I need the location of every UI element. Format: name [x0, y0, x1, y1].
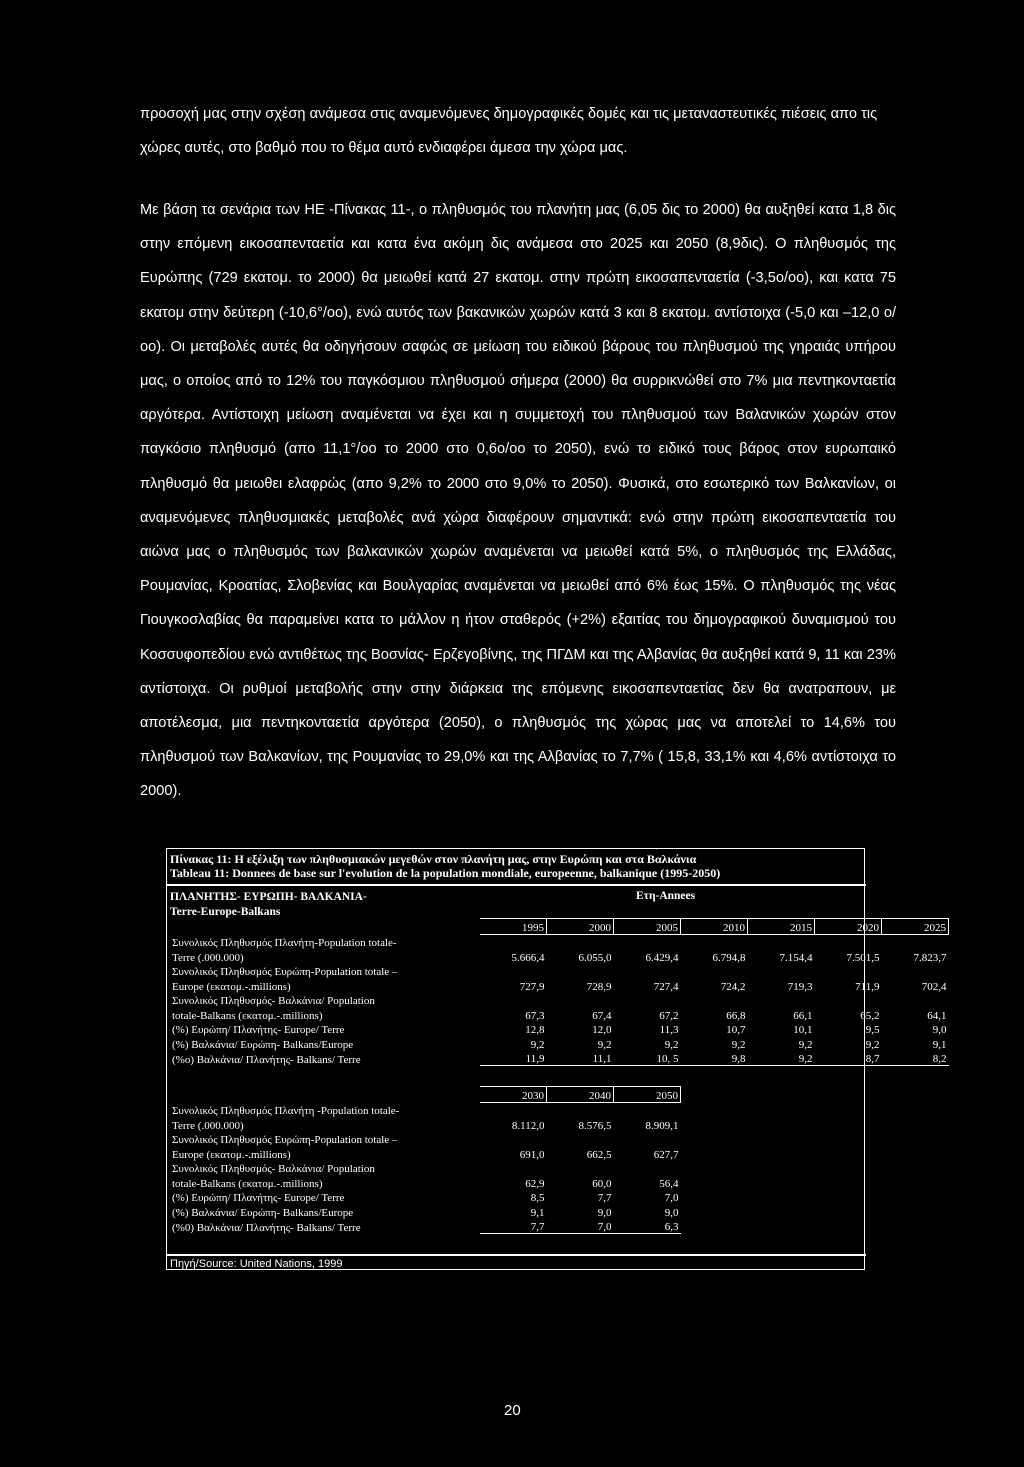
table-header-years: Ετη-Annees: [636, 890, 696, 902]
table-source: Πηγή/Source: United Nations, 1999: [170, 1258, 343, 1270]
value-cell: 9,0: [664, 1206, 679, 1219]
row-label: (%) Βαλκάνια/ Ευρώπη- Balkans/Europe: [172, 1206, 354, 1219]
table-row: [170, 949, 949, 964]
value-cell: 6.055,0: [578, 951, 612, 964]
value-cell: 56,4: [659, 1177, 679, 1190]
row-label: Terre (.000.000): [172, 951, 244, 964]
year-cell: 2025: [882, 919, 949, 935]
value-cell: 12,8: [525, 1024, 545, 1036]
value-cell: 10,7: [726, 1024, 746, 1036]
value-cell: 9,5: [865, 1024, 880, 1036]
page-number: 20: [504, 1402, 521, 1419]
value-cell: 7.154,4: [779, 951, 813, 964]
value-cell: 8,7: [815, 1051, 882, 1066]
value-cell: 66,8: [726, 1009, 746, 1022]
value-cell: 12,0: [592, 1024, 612, 1036]
value-cell: 9,2: [597, 1038, 612, 1051]
value-cell: 6,3: [614, 1219, 681, 1234]
value-cell: 702,4: [921, 980, 947, 993]
table-row: [170, 1007, 949, 1022]
value-cell: 8,2: [882, 1051, 949, 1066]
value-cell: 7.823,7: [913, 951, 947, 964]
row-label: Συνολικός Πληθυσμός Ευρώπη-Population totale –: [172, 1134, 398, 1146]
value-cell: 727,9: [519, 980, 545, 993]
value-cell: 7,0: [664, 1192, 679, 1204]
value-cell: 9,2: [798, 1038, 813, 1051]
value-cell: 627,7: [653, 1148, 679, 1161]
year-cell: 2030: [480, 1087, 547, 1103]
year-cell: 2040: [547, 1087, 614, 1103]
table-caption-greek: Πίνακας 11: Η εξέλιξη των πληθυσμιακών μεγεθών στον πλανήτη μας, στην Ευρώπη και στα Βαλκάνια: [170, 852, 697, 866]
row-label: Συνολικός Πληθυσμός Ευρώπη-Population totale –: [172, 966, 398, 978]
value-cell: 9,2: [865, 1038, 880, 1051]
year-header-row: [170, 1087, 681, 1103]
value-cell: 66,1: [793, 1009, 813, 1022]
value-cell: 10,1: [793, 1024, 813, 1036]
year-cell: 2005: [614, 919, 681, 935]
year-header-row: [170, 919, 949, 935]
value-cell: 662,5: [586, 1148, 612, 1161]
table-row: [170, 1036, 949, 1051]
year-cell: 2015: [748, 919, 815, 935]
table-row: [170, 1051, 949, 1066]
table-caption-french: Tableau 11: Donnees de base sur l'evolution de la population mondiale, europeenne, balkanique (1995-2050): [170, 866, 721, 880]
table-header-left: [170, 890, 470, 920]
year-cell: 2010: [681, 919, 748, 935]
value-cell: 9,1: [932, 1038, 947, 1051]
row-label: Europe (εκατομ.-.millions): [172, 1148, 291, 1161]
value-cell: 6.429,4: [645, 951, 679, 964]
paragraph-main: Με βάση τα σενάρια των ΗΕ -Πίνακας 11-, ο πληθυσμός του πλανήτη μας (6,05 δις το 2000) θα αυξηθεί κατα 1,8 δις στην επόμενη εικοσαπενταετία και κατα ένα ακόμη δις ανάμεσα στο 2025 και 2050 (8,9δις). Ο πληθυσμός της Ευρώπης (729 εκατομ. το 2000) θα μειωθεί κατά 27 εκατομ. στην πρώτη εικοσαπενταετία (-3,5ο/οο), και κατα 75 εκατομ στην δεύτερη (-10,6°/οο), ενώ αυτός των βακανικών χωρών κατά 3 και 8 εκατομ. αντίστοιχα (-5,0 και –12,0 ο/οο). Οι μεταβολές αυτές θα οδηγήσουν σαφώς σε μείωση του ειδικού βάρους του πληθυσμού της γηραιάς υπήρου μας, ο οποίος από το 12% του παγκόσμιου πληθυσμού σήμερα (2000) θα συρρικνώθεί στο 7% μια πεντηκονταετία αργότερα. Αντίστοιχη μείωση αναμένεται να έχει και η συμμετοχή του πληθυσμού των Βαλανικών χωρών στον παγκόσιο πληθυσμό (απο 11,1°/οο το 2000 στο 0,6ο/οο το 2050), ενώ το ειδικό τους βάρος στον ευρωπαικό πληθυσμό θα μειωθει ελαφρώς (απο 9,2% το 2000 στο 9,0% το 2050). Φυσικά, στο εσωτερικό των Βαλκανίων, οι αναμενόμενες πληθυσμιακές μεταβολές ανά χώρα διαφέρουν σημαντικά: ενώ στην πρώτη εικοσαπενταετία του αιώνα μας ο πληθυσμός των βαλκανικών χωρών αναμένεται να μειωθεί κατά 5%, ο πληθυσμός της Ελλάδας, Ρουμανίας, Κροατίας, Σλοβενίας και Βουλγαρίας αναμένεται να μειωθεί από 6% έως 15%. Ο πληθυσμός της νέας Γιουγκοσλαβίας θα παραμείνει κατα το μάλλον η ήτον σταθερός (+2%) εξαιτίας του δημογραφικού δυναμισμού του Κοσσυφοπεδίου ενώ αντιθέτως της Βοσνίας- Ερζεγοβίνης, της ΠΓΔΜ και της Αλβανίας θα αυξηθεί κατά 9, 11 και 23% αντίστοιχα. Οι ρυθμοί μεταβολής στην στην διάρκεια της επόμενης εικοσαπενταετίας δεν θα ανατραπουν, με αποτέλεσμα, μια πεντηκονταετία αργότερα (2050), ο πληθυσμός της χώρας μας να αποτελεί το 14,6% του πληθυσμού των Βαλκανίων, της Ρουμανίας το 29,0% και της Αλβανίας το 7,7% ( 15,8, 33,1% και 4,6% αντίστοιχα το 2000).: [140, 202, 896, 800]
divider: [166, 884, 866, 886]
table-row: [170, 1175, 681, 1190]
value-cell: 728,9: [586, 980, 612, 993]
paragraph-intro: προσοχή μας στην σχέση ανάμεσα στις αναμενόμενες δημογραφικές δομές και τις μεταναστευτικές πιέσεις απο τις χώρες αυτές, στο βαθμό που το θέμα αυτό ενδιαφέρει άμεσα την χώρα μας.: [140, 106, 878, 157]
table-row: [170, 1117, 681, 1132]
value-cell: 691,0: [519, 1148, 545, 1161]
value-cell: 62,9: [525, 1177, 545, 1190]
divider: [166, 1254, 866, 1256]
value-cell: 11,3: [659, 1024, 679, 1036]
row-label: (%ο) Βαλκάνια/ Πλανήτης- Balkans/ Terre: [172, 1053, 361, 1066]
value-cell: 719,3: [787, 980, 813, 993]
row-label: (%) Βαλκάνια/ Ευρώπη- Balkans/Europe: [172, 1038, 354, 1051]
table-row: [170, 1190, 681, 1205]
year-cell: 2050: [614, 1087, 681, 1103]
value-cell: 9,2: [748, 1051, 815, 1066]
value-cell: 7.501,5: [846, 951, 880, 964]
value-cell: 67,3: [525, 1009, 545, 1022]
value-cell: 9,1: [530, 1206, 545, 1219]
row-label: (%) Ευρώπη/ Πλανήτης- Europe/ Terre: [172, 1192, 345, 1204]
value-cell: 7,7: [480, 1219, 547, 1234]
year-cell: 2020: [815, 919, 882, 935]
value-cell: 724,2: [720, 980, 746, 993]
row-label: (%0) Βαλκάνια/ Πλανήτης- Balkans/ Terre: [172, 1221, 361, 1234]
year-cell: 2000: [547, 919, 614, 935]
value-cell: 5.666,4: [511, 951, 545, 964]
table-row: [170, 1022, 949, 1037]
value-cell: 711,9: [855, 980, 880, 993]
row-label: totale-Balkans (εκατομ.-.millions): [172, 1009, 323, 1022]
value-cell: 8.576,5: [578, 1119, 612, 1132]
row-label: Terre (.000.000): [172, 1119, 244, 1132]
value-cell: 9,0: [932, 1024, 947, 1036]
value-cell: 9,8: [681, 1051, 748, 1066]
value-cell: 9,0: [597, 1206, 612, 1219]
value-cell: 8,5: [530, 1192, 545, 1204]
row-label: totale-Balkans (εκατομ.-.millions): [172, 1177, 323, 1190]
value-cell: 60,0: [592, 1177, 612, 1190]
value-cell: 10, 5: [614, 1051, 681, 1066]
row-label: Συνολικός Πληθυσμός- Βαλκάνια/ Population: [172, 1163, 375, 1175]
year-cell: 1995: [480, 919, 547, 935]
value-cell: 727,4: [653, 980, 679, 993]
table-row: [170, 1146, 681, 1161]
value-cell: 65,2: [860, 1009, 880, 1022]
table-row: [170, 1219, 681, 1234]
value-cell: 11,9: [480, 1051, 547, 1066]
value-cell: 67,4: [592, 1009, 612, 1022]
value-cell: 9,2: [731, 1038, 746, 1051]
value-cell: 11,1: [547, 1051, 614, 1066]
row-label: (%) Ευρώπη/ Πλανήτης- Europe/ Terre: [172, 1024, 345, 1036]
value-cell: 67,2: [659, 1009, 679, 1022]
table-header-left-line1: ΠΛΑΝΗΤΗΣ- ΕΥΡΩΠΗ- ΒΑΛΚΑΝΙΑ-: [170, 891, 367, 903]
data-table-2030-2050: [170, 1086, 681, 1234]
row-label: Συνολικός Πληθυσμός- Βαλκάνια/ Population: [172, 995, 375, 1007]
value-cell: 9,2: [530, 1038, 545, 1051]
data-table-1995-2025: [170, 918, 949, 1066]
value-cell: 8.909,1: [645, 1119, 679, 1132]
row-label: Συνολικός Πληθυσμός Πλανήτη-Population totale-: [172, 937, 397, 949]
value-cell: 7,0: [547, 1219, 614, 1234]
value-cell: 6.794,8: [712, 951, 746, 964]
row-label: Συνολικός Πληθυσμός Πλανήτη -Population totale-: [172, 1105, 400, 1117]
value-cell: 64,1: [927, 1009, 947, 1022]
row-label: Europe (εκατομ.-.millions): [172, 980, 291, 993]
table-row: [170, 978, 949, 993]
table-header-left-line2: Terre-Europe-Balkans: [170, 906, 281, 918]
value-cell: 9,2: [664, 1038, 679, 1051]
value-cell: 8.112,0: [511, 1119, 545, 1132]
table-row: [170, 1204, 681, 1219]
value-cell: 7,7: [597, 1192, 612, 1204]
